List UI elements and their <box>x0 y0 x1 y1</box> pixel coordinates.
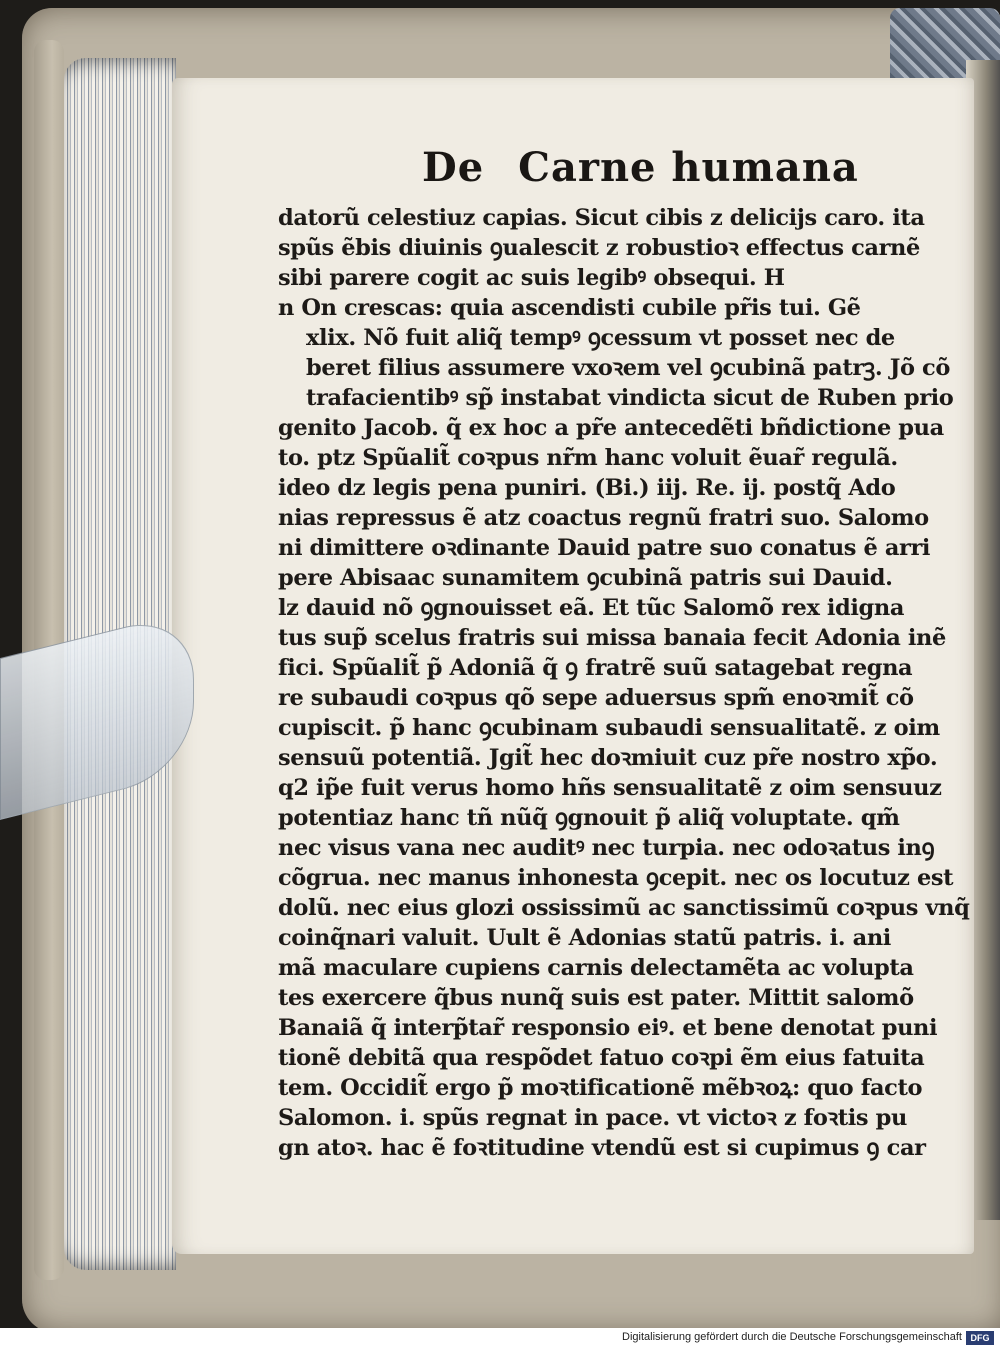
text-line: cupiscit. p̃ hanc ꝯcubinam subaudi sensualitatẽ. z oim <box>278 715 940 741</box>
text-line: sensuũ potentiã. Jgit̃ hec doꝛmiuit cuz pr̃e nostro xp̃o. <box>278 745 938 771</box>
text-line: tus sup̃ scelus fratris sui missa banaia fecit Adonia inẽ <box>278 625 946 651</box>
text-line: Salomon. i. spũs regnat in pace. vt victoꝛ z foꝛtis pu <box>278 1105 907 1131</box>
text-line: Banaiã q̃ interp̃tar̃ responsio eiꝰ. et bene denotat puni <box>278 1015 938 1041</box>
text-line: trafacientibꝰ sp̃ instabat vindicta sicut de Ruben prio <box>306 385 954 411</box>
running-head-left: De <box>422 144 485 191</box>
text-line: xlix. Nõ fuit aliq̃ tempꝰ ꝯcessum vt posset nec de <box>306 325 895 351</box>
text-line: nec visus vana nec auditꝰ nec turpia. nec odoꝛatus inꝯ <box>278 835 935 861</box>
text-line: ni dimittere oꝛdinante Dauid patre suo conatus ẽ arri <box>278 535 931 561</box>
text-line: datorũ celestiuz capias. Sicut cibis z delicijs caro. ita <box>278 205 925 231</box>
text-line: n On crescas: quia ascendisti cubile pr̃is tui. Gẽ <box>278 295 861 321</box>
book-page <box>172 78 974 1254</box>
text-line: dolũ. nec eius glozi ossissimũ ac sanctissimũ coꝛpus vnq̃ <box>278 895 970 921</box>
text-line: sibi parere cogit ac suis legibꝰ obsequi. H <box>278 265 785 291</box>
text-line: genito Jacob. q̃ ex hoc a pr̃e antecedẽti bñdictione pua <box>278 415 944 441</box>
text-line: to. ptz Spũalit̃ coꝛpus nr̃m hanc voluit ẽuar̃ regulã. <box>278 445 898 471</box>
text-line: lz dauid nõ ꝯgnouisset eã. Et tũc Salomõ rex idigna <box>278 595 904 621</box>
running-head-right: Carne humana <box>518 144 859 191</box>
text-line: mã maculare cupiens carnis delectamẽta ac volupta <box>278 955 914 981</box>
footer-bar <box>0 1328 1000 1349</box>
text-line: tes exercere q̃bus nunq̃ suis est pater. Mittit salomõ <box>278 985 914 1011</box>
text-line: gn atoꝛ. hac ẽ foꝛtitudine vtendũ est si cupimus ꝯ car <box>278 1135 926 1161</box>
text-line: nias repressus ẽ atz coactus regnũ fratri suo. Salomo <box>278 505 929 531</box>
text-line: q2 ip̃e fuit verus homo hñs sensualitatẽ z oim sensuuz <box>278 775 942 801</box>
text-line: fici. Spũalit̃ p̃ Adoniã q̃ ꝯ fratrẽ suũ satagebat regna <box>278 655 913 681</box>
text-line: tem. Occidit̃ ergo p̃ moꝛtificationẽ mẽbꝛoꝝ: quo facto <box>278 1075 923 1101</box>
text-line: cõgrua. nec manus inhonesta ꝯcepit. nec os locutuz est <box>278 865 954 891</box>
dfg-logo: DFG <box>966 1331 994 1345</box>
text-line: ideo dz legis pena puniri. (Bi.) iij. Re. ij. postq̃ Ado <box>278 475 896 501</box>
text-line: tionẽ debitã qua respõdet fatuo coꝛpi ẽm eius fatuita <box>278 1045 925 1071</box>
text-line: re subaudi coꝛpus qõ sepe aduersus spm̃ enoꝛmit̃ cõ <box>278 685 914 711</box>
text-block <box>278 203 970 1193</box>
text-line: coinq̃nari valuit. Uult ẽ Adonias statũ patris. i. ani <box>278 925 891 951</box>
text-line: beret filius assumere vxoꝛem vel ꝯcubinã patrꝫ. Jõ cõ <box>306 355 950 381</box>
footer-credit: Digitalisierung gefördert durch die Deutsche Forschungsgemeinschaft <box>622 1331 962 1343</box>
text-line: pere Abisaac sunamitem ꝯcubinã patris sui Dauid. <box>278 565 893 591</box>
text-line: spũs ẽbis diuinis ꝯualescit z robustioꝛ effectus carnẽ <box>278 235 920 261</box>
running-head <box>422 144 859 192</box>
text-line: potentiaz hanc tñ nũq̃ ꝯgnouit p̃ aliq̃ voluptate. qm̃ <box>278 805 900 831</box>
